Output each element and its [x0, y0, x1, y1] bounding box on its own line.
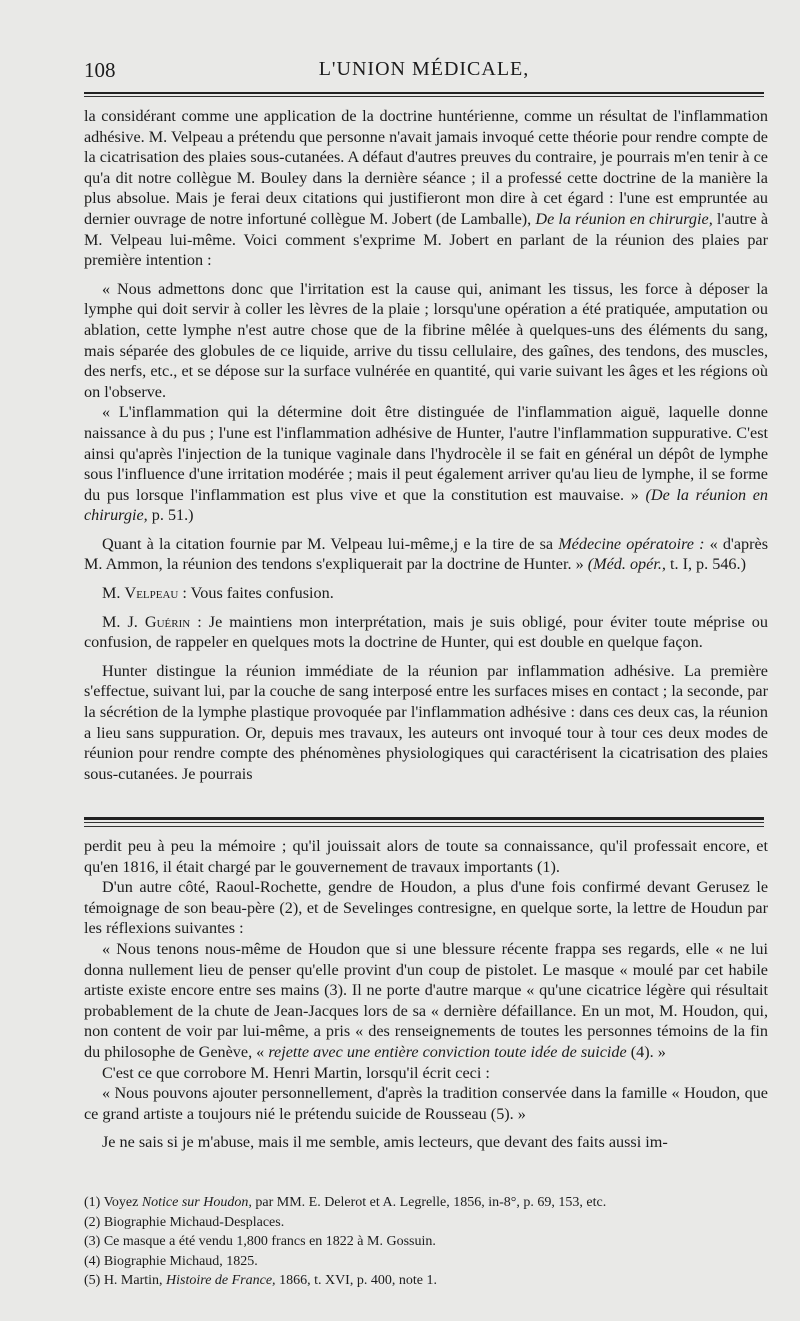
paragraph [84, 583, 768, 604]
text-run: rejette avec une entière conviction toute idée de suicide [268, 1042, 627, 1061]
page-number: 108 [84, 58, 116, 82]
text-run: M. J. [102, 612, 145, 631]
paragraph [84, 106, 768, 271]
text-run: (De la réunion en chirurgie, [84, 485, 768, 525]
paragraph [84, 612, 768, 653]
running-title: L'UNION MÉDICALE, [318, 58, 530, 80]
text-run: la considérant comme une application de la doctrine huntérienne, comme un résultat de l'inflammation adhésive. M. Velpeau a prétendu que personne n'avait jamais invoqué cette théorie pour rendre compte de la cicatrisation des plaies sous-cutanées. A défaut d'autres preuves du contraire, je pourrais m'en tenir à ce qu'a dit notre collègue M. Bouley dans la dernière séance ; il a professé cette doctrine de la manière la plus absolue. Mais je ferai deux citations qui justifieront mon dire à cet égard : l'une est empruntée au dernier ouvrage de notre infortuné collègue M. Jobert (de Lamballe), [84, 107, 768, 228]
feuilleton-text [84, 836, 768, 1153]
footnote [84, 1252, 768, 1272]
text-run: C'est ce que corrobore M. Henri Martin, lorsqu'il écrit ceci : [102, 1063, 490, 1082]
text-run: (4) Biographie Michaud, 1825. [84, 1253, 258, 1269]
text-run: « L'inflammation qui la détermine doit être distinguée de l'inflammation aiguë, laquelle donne naissance à du pus ; l'une est l'inflammation adhésive de Hunter, l'autre l'inflammation suppurative. C'est ainsi qu'après l'injection de la tunique vaginale dans l'hydrocèle il se fait en général un dépôt de lymphe sous l'influence d'une irritation modérée ; mais il peut également arriver qu'au lieu de lymphe, il se forme du pus lorsque l'inflammation est plus vive et que la constitution est mauvaise. » [84, 403, 768, 504]
header-rule-thin [84, 96, 764, 97]
text-run: : Je maintiens mon interprétation, mais je suis obligé, pour éviter toute méprise ou confusion, de rappeler en quelques mots la doctrine de Hunter, qui est double en quelque façon. [84, 612, 768, 652]
text-run: l'autre à M. Velpeau lui-même. Voici comment s'exprime M. Jobert en parlant de la réunion des plaies par première intention : [84, 209, 769, 270]
section-separator [84, 817, 764, 820]
text-run: (3) Ce masque a été vendu 1,800 francs en 1822 à M. Gossuin. [84, 1234, 436, 1250]
text-run: « d'après M. Ammon, la réunion des tendons s'expliquerait par la doctrine de Hunter. » [84, 534, 768, 574]
paragraph [84, 661, 768, 785]
text-run: (4). » [626, 1042, 666, 1061]
header-rule [84, 92, 764, 94]
footnote [84, 1271, 768, 1291]
footnote [84, 1213, 768, 1233]
paragraph [84, 1132, 768, 1153]
text-run: Velpeau [124, 584, 179, 603]
text-run: perdit peu à peu la mémoire ; qu'il jouissait alors de toute sa connaissance, qu'il professait encore, et qu'en 1816, il était chargé par le gouvernement de travaux importants (1). [84, 837, 768, 876]
text-run: (Méd. opér., [587, 555, 666, 574]
section-separator-thin [84, 822, 764, 823]
text-run: M. [102, 584, 125, 603]
text-run: : Vous faites confusion. [178, 584, 334, 603]
text-run: Médecine opératoire : [558, 534, 705, 553]
text-run: D'un autre côté, Raoul-Rochette, gendre de Houdon, a plus d'une fois confirmé devant Gerusez le témoignage de son beau-père (2), et de Sevelinges contresigne, en quelque sorte, la lettre de Houdun par les réflexions suivantes : [84, 878, 768, 938]
text-run: « Nous tenons nous-même de Houdon que si une blessure récente frappa ses regards, elle « ne lui donna nullement lieu de penser qu'elle provint d'un coup de pistolet. Le masque « moulé par cet habile artiste existe encore entre ses mains (3). Il ne porte d'autre marque « qu'une cicatrice légère qui résultait probablement de la chute de Jean-Jacques lors de sa « dernière défaillance. En un mot, M. Houdon, qui, non content de voir par lui-même, a pris « des renseignements de toutes les personnes témoins de la fin du philosophe de Genève, « [84, 939, 768, 1061]
paragraph [84, 1083, 768, 1124]
text-run: p. 51.) [147, 506, 194, 525]
text-run: (5) H. Martin, [84, 1273, 167, 1289]
text-run: t. I, p. 546.) [665, 555, 746, 574]
text-run: Histoire de France, [166, 1273, 276, 1289]
text-run: Je ne sais si je m'abuse, mais il me semble, amis lecteurs, que devant des faits aussi im- [102, 1133, 668, 1152]
footnote [84, 1232, 768, 1252]
paragraph [84, 279, 768, 403]
paragraph [84, 939, 768, 1063]
text-run: De la réunion en chirurgie, [535, 209, 713, 228]
text-run: Notice sur Houdon, [141, 1195, 252, 1210]
footnotes [84, 1193, 768, 1291]
article-text [84, 106, 768, 784]
paragraph [84, 836, 768, 877]
text-run: Quant à la citation fournie par M. Velpeau lui-même,j e la tire de sa [102, 534, 559, 553]
text-run: (2) Biographie Michaud-Desplaces. [84, 1214, 285, 1230]
text-run: Guérin [144, 612, 191, 631]
paragraph [84, 877, 768, 939]
section-separator-thin-2 [84, 826, 764, 827]
footnote [84, 1193, 768, 1213]
text-run: 1866, t. XVI, p. 400, note 1. [275, 1273, 437, 1289]
paragraph [84, 402, 768, 526]
text-run: « Nous admettons donc que l'irritation est la cause qui, animant les tissus, les force à déposer la lymphe qui doit servir à coller les lèvres de la plaie ; lorsqu'une opération a été pratiquée, amputation ou ablation, cette lymphe n'est autre chose que de la fibrine mêlée à quelques-uns des éléments du sang, mais séparée des globules de ce liquide, arrive du tissu cellulaire, des gaînes, des tendons, des muscles, des nerfs, etc., et se dépose sur la surface vulnérée en quantité, qui varie suivant les âges et les régions où on l'observe. [84, 279, 768, 401]
text-run: « Nous pouvons ajouter personnellement, d'après la tradition conservée dans la famille « Houdon, que ce grand artiste a toujours nié le prétendu suicide de Rousseau (5). » [84, 1084, 768, 1123]
text-run: (1) Voyez [84, 1195, 142, 1210]
text-run: Hunter distingue la réunion immédiate de la réunion par inflammation adhésive. La première s'effectue, suivant lui, par la couche de sang interposé entre les surfaces mises en contact ; la seconde, par la sécrétion de la lymphe plastique provoquée par l'inflammation adhésive : dans ces deux cas, la réunion a lieu sans suppuration. Or, depuis mes travaux, les auteurs ont invoqué tour à tour ces deux modes de réunion pour rendre compte des phénomènes physiologiques qui caractérisent la cicatrisation des plaies sous-cutanées. Je pourrais [84, 661, 768, 783]
paragraph [84, 534, 768, 575]
page-header [84, 58, 764, 86]
text-run: par MM. E. Delerot et A. Legrelle, 1856, in-8°, p. 69, 153, etc. [251, 1195, 607, 1210]
paragraph [84, 1063, 768, 1084]
